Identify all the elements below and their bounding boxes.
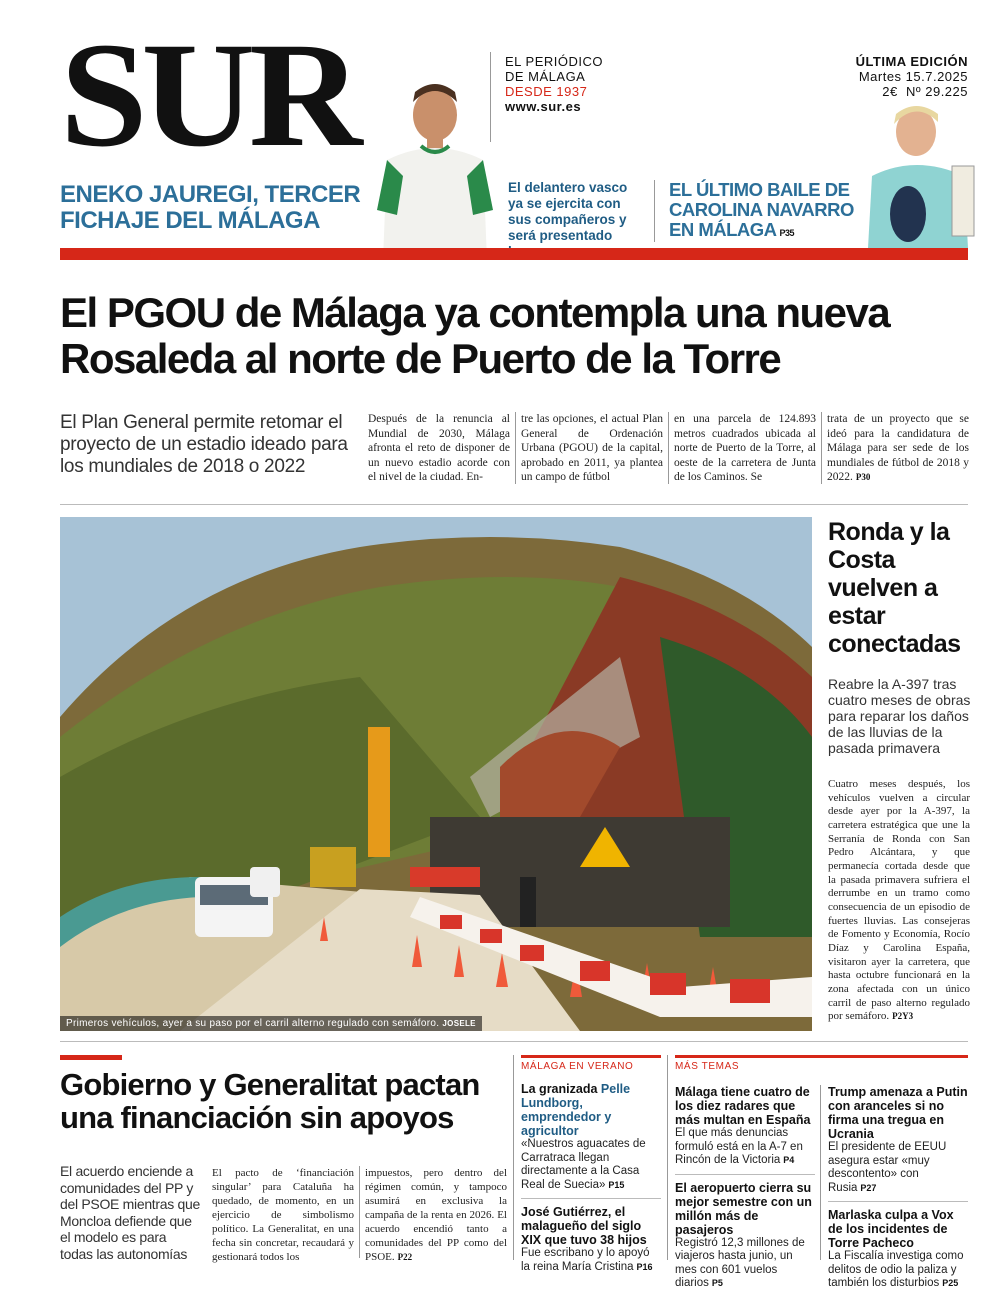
mas-c-text — [828, 1141, 968, 1195]
mas-c-headline[interactable]: Trump amenaza a Putin con aranceles si no firma una tregua en Ucrania — [828, 1085, 968, 1141]
photo-credit: JOSELE — [442, 1019, 476, 1028]
photo-caption — [60, 1016, 482, 1031]
lead-headline[interactable]: El PGOU de Málaga ya contempla una nueva Rosaleda al norte de Puerto de la Torre — [60, 289, 890, 382]
masthead-logo: SUR — [60, 12, 357, 178]
ronda-body-text: Cuatro meses después, los vehículos vuelven a circular desde ayer por la A-397, la carretera estratégica que une la Serranía de Ronda con San Pedro Alcántara, y que permanecía cortada desde que la pasada primavera sufriera el derrumbe en un tramo como consecuencia de un episodio de fuertes lluvias. Las consejeras de Fomento y Economía, Rocío Díaz y Carolina España, visitaron ayer la carretera, que hasta octubre funcionará en la zona afectada con un único carril de paso alterno regulado por semáforo. — [828, 778, 970, 1023]
mas-col-right — [828, 1085, 968, 1291]
second-page-ref: P22 — [397, 1252, 413, 1262]
road-photo — [60, 517, 812, 1031]
mas-temas-section — [675, 1055, 968, 1072]
ronda-deck: Reabre la A-397 tras cuatro meses de obras para reparar los daños de las lluvias de la pasada primavera — [828, 676, 971, 756]
teaser-divider — [654, 180, 655, 242]
lead-col-3: en una parcela de 124.893 metros cuadrados ubicada al norte de Puerto de la Torre, al oeste de la carretera de Junta de los Caminos. Se — [674, 413, 816, 484]
tagline-line-2: DE MÁLAGA — [505, 69, 586, 84]
second-headline[interactable]: Gobierno y Generalitat pactan una financiación sin apoyos — [60, 1067, 480, 1135]
teaser-jauregi-body: El delantero vasco ya se ejercita con sus compañeros y será presentado — [508, 180, 628, 243]
mas-c-body: El presidente de EEUU asegura estar «muy descontento» con Rusia — [828, 1141, 947, 1194]
mas-a-body: El que más denuncias formuló está en la A-7 en Rincón de la Victoria — [675, 1127, 803, 1166]
mas-b-headline[interactable]: El aeropuerto cierra su mejor semestre con un millón más de pasajeros — [675, 1180, 812, 1237]
lead-col-4-text: trata de un proyecto que se ideó para la candidatura de Málaga para ser sede de los mundiales de fútbol de 2018 y 2022. — [827, 413, 969, 484]
top-red-bar — [60, 248, 968, 260]
road-photo-illustration — [60, 517, 812, 1031]
ronda-page-ref: P2Y3 — [892, 1011, 914, 1022]
verano-item-1-page: P15 — [608, 1179, 625, 1190]
lead-col-2: tre las opciones, el actual Plan General de Ordenación Urbana (PGOU) de la capital, aprobado en 2011, ya plantea un campo de fútbol — [521, 413, 663, 484]
mas-b-text — [675, 1237, 815, 1291]
verano-section-label: MÁLAGA EN VERANO — [521, 1055, 661, 1072]
mas-c-page: P27 — [860, 1182, 877, 1193]
verano-item-2-body: Fue escribano y lo apoyó la reina María Cristina — [521, 1247, 650, 1273]
mas-a-text — [675, 1127, 815, 1168]
verano-divider — [521, 1198, 661, 1199]
lead-col-sep-1 — [515, 412, 516, 484]
mas-col-left — [675, 1085, 815, 1291]
mas-col-sep — [820, 1085, 821, 1260]
bottom-col-sep-1 — [513, 1055, 514, 1260]
issue-number: Nº 29.225 — [905, 84, 968, 99]
mas-right-divider — [828, 1201, 968, 1202]
mas-a-page: P4 — [783, 1155, 795, 1165]
second-story-marker — [60, 1055, 122, 1060]
mas-b-body: Registró 12,3 millones de viajeros hasta junio, un mes con 601 vuelos diarios — [675, 1236, 805, 1289]
masthead-tagline — [505, 54, 603, 114]
second-col-2-text: impuestos, pero dentro del régimen común, y tampoco asumirá en exclusiva la campaña de la renta en 2026. El acuerdo encendió tanto a comunidades del PP como del PSOE. — [365, 1167, 507, 1263]
verano-item-1-name: Pelle Lundborg, emprendedor y agricultor — [521, 1082, 631, 1138]
second-col-sep — [359, 1166, 360, 1258]
mas-d-page: P25 — [942, 1278, 959, 1288]
section-divider-2 — [60, 1041, 968, 1042]
teaser-navarro-headline[interactable] — [669, 180, 879, 243]
lead-col-sep-3 — [821, 412, 822, 484]
teaser-navarro-page: P35 — [779, 228, 795, 238]
mas-d-body: La Fiscalía investiga como delitos de odio la paliza y también los disturbios — [828, 1250, 964, 1289]
site-url[interactable]: www.sur.es — [505, 99, 582, 114]
since-label: DESDE 1937 — [505, 84, 588, 99]
lead-page-ref: P30 — [855, 472, 871, 483]
price: 2€ — [882, 84, 898, 99]
bottom-col-sep-2 — [667, 1055, 668, 1260]
edition-label: ÚLTIMA EDICIÓN — [855, 54, 968, 69]
mas-temas-label: MÁS TEMAS — [675, 1055, 968, 1072]
verano-item-1-headline[interactable] — [521, 1082, 661, 1138]
mas-a-headline[interactable]: Málaga tiene cuatro de los diez radares que más multan en España — [675, 1085, 811, 1127]
lead-col-1: Después de la renuncia al Mundial de 2030, Málaga afronta el reto de disponer de un nuevo estadio acorde con el nivel de la ciudad. En- — [368, 413, 510, 484]
edition-date: Martes 15.7.2025 — [858, 69, 968, 84]
ronda-body — [828, 778, 970, 1024]
verano-item-1-lead: La granizada — [521, 1082, 598, 1096]
teaser-jauregi-headline[interactable]: ENEKO JAUREGI, TERCER FICHAJE DEL MÁLAGA — [60, 181, 361, 234]
lead-deck: El Plan General permite retomar el proyecto de un estadio ideado para los mundiales de 2018 o 2022 — [60, 412, 348, 477]
carolina-photo — [868, 96, 978, 248]
mas-b-page: P5 — [711, 1278, 723, 1288]
second-col-2 — [365, 1166, 507, 1264]
tagline-line-1: EL PERIÓDICO — [505, 54, 603, 69]
verano-section — [521, 1055, 661, 1274]
second-deck: El acuerdo enciende a comunidades del PP y del PSOE mientras que Moncloa defiende que el modelo es para todas las autonomías — [60, 1163, 200, 1262]
ronda-headline[interactable]: Ronda y la Costa vuelven a estar conectadas — [828, 518, 961, 658]
teaser-navarro-title: EL ÚLTIMO BAILE DE CAROLINA NAVARRO EN MÁLAGA — [669, 179, 854, 240]
verano-item-1-text — [521, 1138, 661, 1192]
verano-item-2-page: P16 — [636, 1261, 653, 1272]
edition-info — [856, 54, 968, 99]
lead-col-4 — [827, 412, 969, 485]
verano-item-2-text — [521, 1247, 661, 1274]
photo-caption-text: Primeros vehículos, ayer a su paso por el carril alterno regulado con semáforo. — [66, 1018, 440, 1029]
mas-d-text — [828, 1250, 968, 1291]
player-photo — [375, 80, 495, 260]
mas-left-divider — [675, 1174, 815, 1175]
mas-d-headline[interactable]: Marlaska culpa a Vox de los incidentes de Torre Pacheco — [828, 1208, 954, 1250]
section-divider-1 — [60, 504, 968, 505]
second-col-1: El pacto de ‘financiación singular’ para Cataluña ha quedado, de momento, en un ejercicio de simbolismo político. La Generalitat, en una fecha sin concretar, recaudará y gestionará todos los — [212, 1167, 354, 1263]
lead-col-sep-2 — [668, 412, 669, 484]
verano-item-1-quote: «Nuestros aguacates de Carratraca llegan directamente a la Casa Real de Suecia» — [521, 1138, 646, 1191]
verano-item-2-headline[interactable]: José Gutiérrez, el malagueño del siglo XIX que tuvo 38 hijos — [521, 1205, 647, 1247]
